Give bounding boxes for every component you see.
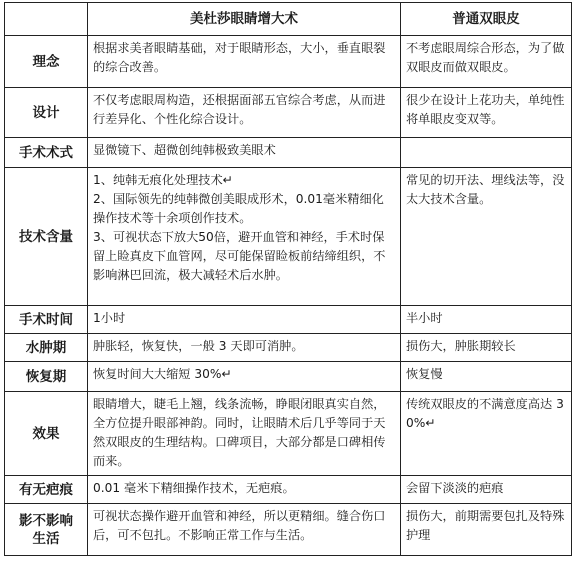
row-label-cell xyxy=(5,88,88,138)
table-row xyxy=(5,504,572,556)
ordinary-cell xyxy=(401,168,572,306)
medusa-cell xyxy=(88,392,401,476)
header-medusa: 美杜莎眼睛增大术 xyxy=(88,3,401,36)
row-label-cell-text: 影不影响 xyxy=(19,512,73,529)
medusa-cell-text: 1小时 xyxy=(93,311,126,325)
ordinary-cell-text: 传统双眼皮的不满意度高达 30%↵ xyxy=(406,397,564,430)
ordinary-cell-text: 会留下淡淡的疤痕 xyxy=(406,481,504,495)
medusa-cell xyxy=(88,168,401,306)
ordinary-cell xyxy=(401,504,572,556)
comparison-table xyxy=(4,2,572,556)
ordinary-cell xyxy=(401,88,572,138)
medusa-cell xyxy=(88,362,401,392)
medusa-cell xyxy=(88,306,401,334)
row-label-cell-text: 理念 xyxy=(32,53,60,70)
table-row xyxy=(5,476,572,504)
medusa-cell xyxy=(88,504,401,556)
medusa-cell-text: 肿胀轻，恢复快，一般 3 天即可消肿。 xyxy=(93,339,304,353)
row-label-cell-text: 效果 xyxy=(32,425,60,442)
medusa-cell xyxy=(88,138,401,168)
medusa-cell-text: 根据求美者眼睛基础，对于眼睛形态，大小，垂直眼裂的综合改善。 xyxy=(93,41,386,74)
table-row xyxy=(5,36,572,88)
row-label-cell xyxy=(5,504,88,556)
ordinary-cell xyxy=(401,306,572,334)
medusa-cell xyxy=(88,36,401,88)
row-label-cell xyxy=(5,334,88,362)
medusa-cell-text: 不仅考虑眼周构造，还根据面部五官综合考虑，从而进行差异化、个性化综合设计。 xyxy=(93,93,386,126)
ordinary-cell xyxy=(401,392,572,476)
row-label-cell xyxy=(5,168,88,306)
medusa-cell-text: 3、可视状态下放大50倍，避开血管和神经，手术时保留上睑真皮下血管网，尽可能保留睑板前结缔组织，不影响淋巴回流，极大减轻术后水肿。 xyxy=(93,230,386,282)
medusa-cell-text: 显微镜下、超微创纯韩极致美眼术 xyxy=(93,143,276,157)
medusa-cell-text: 眼睛增大，睫毛上翘，线条流畅，睁眼闭眼真实自然，全方位提升眼部神韵。同时，让眼睛术后几乎等同于天然双眼皮的生理结构。口碑项目，大部分都是口碑相传而来。 xyxy=(93,397,386,468)
ordinary-cell-text: 常见的切开法、埋线法等，没太大技术含量。 xyxy=(406,173,565,206)
header-corner-cell xyxy=(5,3,88,36)
row-label-cell xyxy=(5,138,88,168)
ordinary-cell-text: 损伤大，前期需要包扎及特殊护理 xyxy=(406,509,565,542)
ordinary-cell xyxy=(401,138,572,168)
ordinary-cell xyxy=(401,476,572,504)
ordinary-cell xyxy=(401,36,572,88)
ordinary-cell xyxy=(401,362,572,392)
medusa-cell-text: 恢复时间大大缩短 30%↵ xyxy=(93,367,232,381)
row-label-cell xyxy=(5,36,88,88)
row-label-cell xyxy=(5,476,88,504)
row-label-cell-text: 设计 xyxy=(32,104,60,121)
row-label-cell xyxy=(5,362,88,392)
ordinary-cell-text: 很少在设计上花功夫，单纯性将单眼皮变双等。 xyxy=(406,93,565,126)
ordinary-cell-text: 损伤大，肿胀期较长 xyxy=(406,339,516,353)
table-row xyxy=(5,362,572,392)
ordinary-cell-text: 恢复慢 xyxy=(406,367,443,381)
row-label-cell-text: 手术术式 xyxy=(19,144,73,161)
table-row xyxy=(5,138,572,168)
medusa-cell-text: 0.01 毫米下精细操作技术，无疤痕。 xyxy=(93,481,295,495)
row-label-cell-text: 生活 xyxy=(32,530,60,547)
header-ordinary: 普通双眼皮 xyxy=(401,3,572,36)
medusa-cell xyxy=(88,334,401,362)
ordinary-cell-text: 不考虑眼周综合形态，为了做双眼皮而做双眼皮。 xyxy=(406,41,565,74)
table-row xyxy=(5,392,572,476)
row-label-cell xyxy=(5,306,88,334)
comparison-table-container xyxy=(4,2,572,556)
ordinary-cell-text: 半小时 xyxy=(406,311,443,325)
header-row xyxy=(5,3,572,36)
ordinary-cell xyxy=(401,334,572,362)
table-row xyxy=(5,168,572,306)
row-label-cell-text: 恢复期 xyxy=(25,368,67,385)
row-label-cell-text: 有无疤痕 xyxy=(19,481,73,498)
row-label-cell-text: 水肿期 xyxy=(25,339,67,356)
medusa-cell xyxy=(88,476,401,504)
table-row xyxy=(5,88,572,138)
table-row xyxy=(5,334,572,362)
medusa-cell-text: 2、国际领先的纯韩微创美眼成形术，0.01毫米精细化操作技术等十余项创作技术。 xyxy=(93,192,384,225)
medusa-cell xyxy=(88,88,401,138)
row-label-cell xyxy=(5,392,88,476)
medusa-cell-text: 1、纯韩无痕化处理技术↵ xyxy=(93,173,233,187)
medusa-cell-text: 可视状态操作避开血管和神经，所以更精细。缝合伤口后，可不包扎。不影响正常工作与生活。 xyxy=(93,509,386,542)
table-row xyxy=(5,306,572,334)
row-label-cell-text: 技术含量 xyxy=(19,228,73,245)
row-label-cell-text: 手术时间 xyxy=(19,311,73,328)
